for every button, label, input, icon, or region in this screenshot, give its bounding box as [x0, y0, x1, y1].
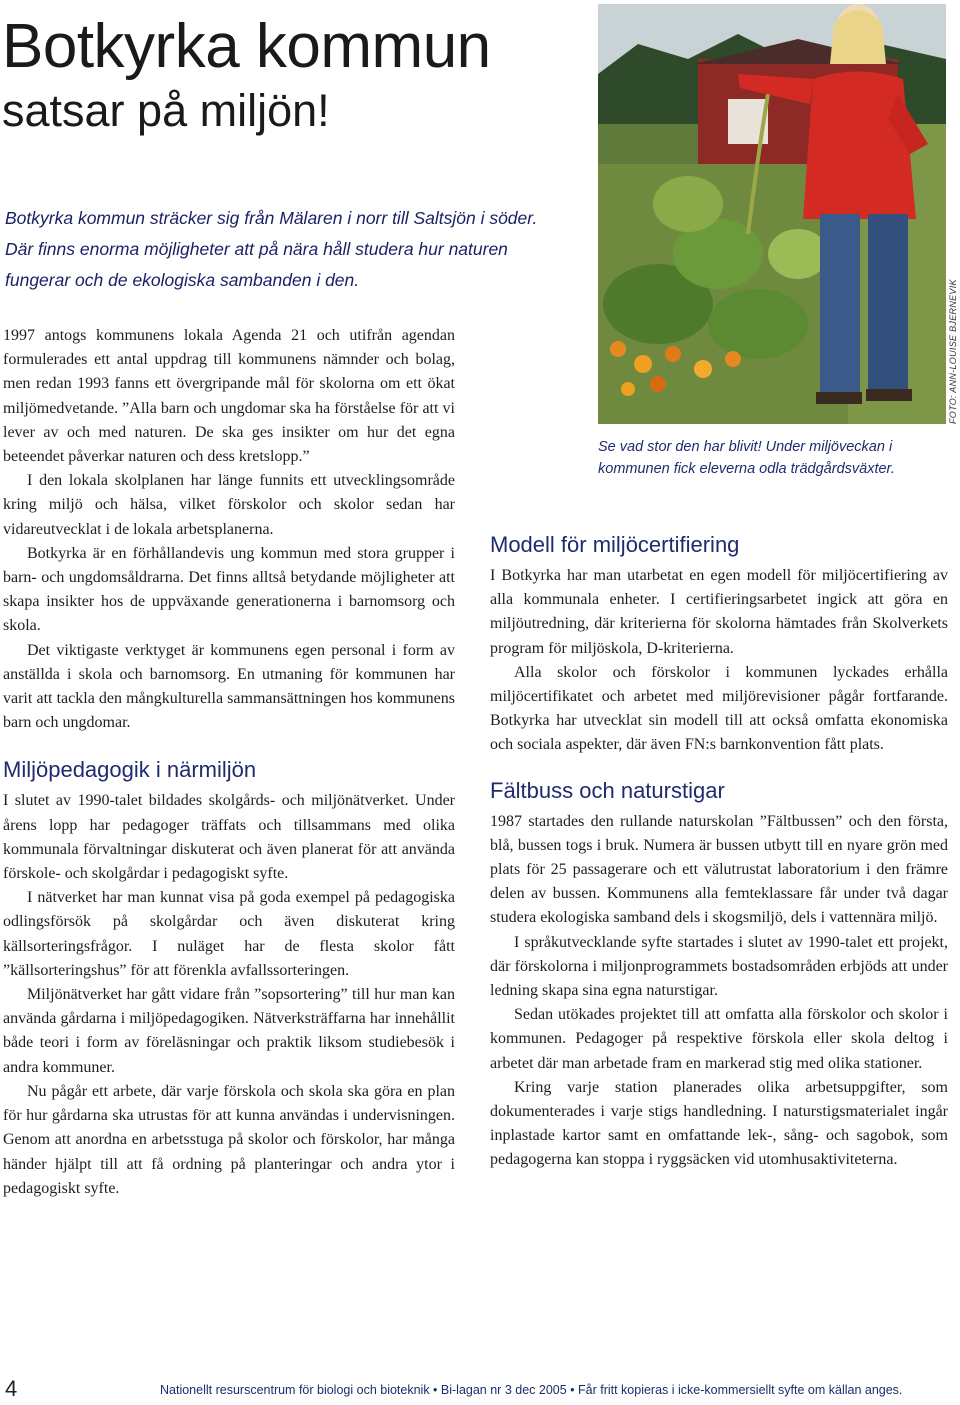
- section-heading: Miljöpedagogik i närmiljön: [3, 757, 257, 783]
- body-paragraph: I nätverket har man kunnat visa på goda exempel på pedagogiska odlingsförsök på skolgårdar och även diskuterat kring källsorteringsfrågor. I nuläget har de flesta skolor fått ”källsorteringshus” för att förenkla avfallssorteringen.: [3, 889, 455, 979]
- right-column: [490, 530, 948, 1173]
- photo-credit: FOTO: ANN-LOUISE BJERNEVIK: [948, 279, 958, 424]
- body-paragraph: I slutet av 1990-talet bildades skolgårds- och miljönätverket. Under årens lopp har pedagoger träffats och tillsammans med olika kommunala förvaltningar diskuterat och även planerat för att använda förskole- och skolgårdar i pedagogiskt syfte.: [3, 792, 455, 883]
- body-paragraph: 1987 startades den rullande naturskolan ”Fältbussen” och den första, blå, bussen togs i bruk. Numera är bussen utbytt till en nyare grön med plats för 25 passagerare och ett välutrustat laboratorium i den främre delen av bussen. Kommunens alla femteklassare får under två dagar studera ekologiska samband dels i skogsmiljö, dels i vattennära miljö.: [490, 812, 948, 927]
- body-paragraph: Nu pågår ett arbete, där varje förskola och skola ska göra en plan för hur gårdarna ska utrustas för att kunna användas i undervisningen. Genom att anordna en arbetsstuga på skolor och förskolor, har många händer hjälpt till att få ordning på planteringar och andra ytor i pedagogiskt syfte.: [3, 1082, 455, 1197]
- body-paragraph: I Botkyrka har man utarbetat en egen modell för miljöcertifiering av alla kommunala enheter. I certifieringsarbetet ingick att göra en miljöutredning, där kriterierna för skolorna hämtades från Skolverkets program för miljöskola, D-kriterierna.: [490, 567, 948, 657]
- body-paragraph: 1997 antogs kommunens lokala Agenda 21 och utifrån agendan formulerades ett antal uppdrag till kommunens nämnder och bolag, men redan 1993 fanns ett övergripande mål för skolorna om ett ökat miljömedvetande. ”Alla barn och ungdomar ska ha förståelse för att vi lever av och med naturen. De ska ges insikter om hur det egna beteendet påverkar naturen och dess kretslopp.”: [3, 327, 455, 466]
- section-heading: Fältbuss och naturstigar: [490, 777, 725, 803]
- page-title: Botkyrka kommun: [2, 12, 491, 81]
- body-paragraph: I den lokala skolplanen har länge funnits ett utvecklingsområde kring miljö och hälsa, vilket förskolor och skolor sedan har vidareutvecklat i de lokala arbetsplanerna.: [3, 472, 455, 538]
- footer-text: Nationellt resurscentrum för biologi och bioteknik • Bi-lagan nr 3 dec 2005 • Får fritt kopieras i icke-kommersiellt syfte om källan anges.: [160, 1383, 903, 1397]
- body-paragraph: Miljönätverket har gått vidare från ”sopsortering” till hur man kan använda gårdarna i miljöpedagogiken. Nätverksträffarna har innehållit både teori i form av föreläsningar och praktik liksom studiebesök i andra kommuner.: [3, 986, 455, 1076]
- photo-caption: Se vad stor den har blivit! Under miljöveckan i kommunen fick eleverna odla trädgårdsväxter.: [598, 439, 895, 477]
- body-paragraph: Kring varje station planerades olika arbetsuppgifter, som dokumenterades i varje stigs handledning. I naturstigsmaterialet ingår inplastade kartor samt en omfattande lek-, sång- och sagobok, som pedagogerna kan stoppa i ryggsäcken vid utomhusaktiviteterna.: [490, 1078, 948, 1169]
- body-paragraph: Botkyrka är en förhållandevis ung kommun med stora grupper i barn- och ungdomsåldrarna. Det finns alltså betydande möjligheter att skapa insikter hos de uppväxande generationerna i barnomsorg och skola.: [3, 544, 455, 635]
- body-paragraph: I språkutvecklande syfte startades i slutet av 1990-talet ett projekt, där förskolorna i miljonprogrammets bostadsområden erbjöds att under ledning skapa sina egna naturstigar.: [490, 933, 948, 1000]
- body-paragraph: Alla skolor och förskolor i kommunen lyckades erhålla miljöcertifikatet och arbetet med miljörevisioner pågår fortfarande. Botkyrka har utvecklat sin modell till att också omfatta ekonomiska och sociala aspekter, där även FN:s barnkonvention fått plats.: [490, 663, 948, 754]
- page-number: 4: [5, 1376, 18, 1401]
- lead-paragraph: Botkyrka kommun sträcker sig från Mälaren i norr till Saltsjön i söder. Där finns enorma möjligheter att på nära håll studera hur naturen fungerar och de ekologiska sambanden i den.: [5, 208, 538, 290]
- page-subtitle: satsar på miljön!: [2, 85, 330, 136]
- section-heading: Modell för miljöcertifiering: [490, 532, 740, 557]
- garden-photo: [598, 4, 946, 424]
- body-paragraph: Det viktigaste verktyget är kommunens egen personal i form av anställda i skola och barnomsorg. En utmaning för kommunen har varit att tackla den mångkulturella sammansättningen hos kommunens barn och ungdomar.: [3, 641, 455, 732]
- body-paragraph: Sedan utökades projektet till att omfatta alla förskolor och skolor i kommunen. Pedagoger på respektive förskola eller skola deltog i arbetet där man arbetade fram en markerad stig med olika stationer.: [490, 1006, 948, 1072]
- left-column: [3, 324, 455, 1201]
